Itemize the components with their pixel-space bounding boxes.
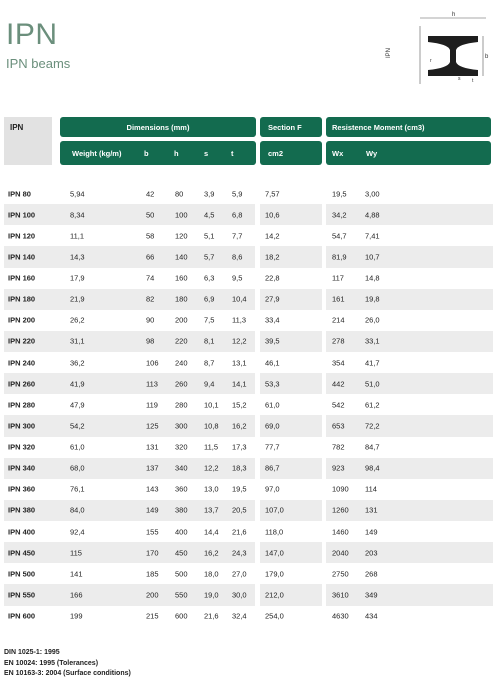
cell-size: IPN 260 xyxy=(8,379,36,389)
diagram-label-ipn: IPN xyxy=(386,47,392,58)
cell-s: 13,7 xyxy=(204,505,219,515)
cell-size: IPN 160 xyxy=(8,273,36,283)
cell-section: 86,7 xyxy=(265,463,280,473)
cell-t: 10,4 xyxy=(232,294,247,304)
cell-wx: 54,7 xyxy=(332,231,347,241)
cell-b: 113 xyxy=(146,379,158,389)
cell-h: 450 xyxy=(175,548,188,558)
cell-s: 14,4 xyxy=(204,527,219,537)
cell-weight: 141 xyxy=(70,569,83,579)
cell-h: 360 xyxy=(175,484,188,494)
cell-size: IPN 550 xyxy=(8,590,36,600)
cell-b: 215 xyxy=(146,611,159,621)
row-stripe xyxy=(326,584,493,605)
dimensions-subheader xyxy=(60,141,256,165)
cell-t: 13,1 xyxy=(232,358,247,368)
cell-h: 300 xyxy=(175,421,188,431)
cell-s: 10,8 xyxy=(204,421,219,431)
table-row xyxy=(4,606,493,627)
cell-t: 20,5 xyxy=(232,505,247,515)
cell-t: 15,2 xyxy=(232,400,247,410)
cell-weight: 41,9 xyxy=(70,379,85,389)
cell-size: IPN 360 xyxy=(8,484,36,494)
cell-h: 500 xyxy=(175,569,188,579)
cell-wx: 2040 xyxy=(332,548,349,558)
cell-size: IPN 340 xyxy=(8,463,36,473)
cell-size: IPN 300 xyxy=(8,421,36,431)
cell-t: 16,2 xyxy=(232,421,247,431)
cell-section: 254,0 xyxy=(265,611,284,621)
cell-wy: 26,0 xyxy=(365,315,380,325)
cell-section: 10,6 xyxy=(265,210,280,220)
table-row xyxy=(4,521,493,542)
cell-b: 90 xyxy=(146,315,155,325)
t-subheader: t xyxy=(231,148,234,158)
cell-s: 16,2 xyxy=(204,548,219,558)
table-row xyxy=(4,289,493,310)
row-stripe xyxy=(326,289,493,310)
cell-wx: 653 xyxy=(332,421,345,431)
cell-weight: 68,0 xyxy=(70,463,85,473)
cell-size: IPN 220 xyxy=(8,336,36,346)
cell-size: IPN 120 xyxy=(8,231,36,241)
cell-s: 13,0 xyxy=(204,484,219,494)
section-subheader: cm2 xyxy=(260,141,322,165)
cell-section: 61,0 xyxy=(265,400,280,410)
cell-weight: 8,34 xyxy=(70,210,85,220)
cell-s: 19,0 xyxy=(204,590,219,600)
cell-t: 6,8 xyxy=(232,210,243,220)
cell-t: 17,3 xyxy=(232,442,247,452)
cell-b: 143 xyxy=(146,484,159,494)
cell-s: 4,5 xyxy=(204,210,215,220)
cell-h: 160 xyxy=(175,273,188,283)
cell-size: IPN 140 xyxy=(8,252,36,262)
cell-wy: 33,1 xyxy=(365,336,380,346)
cell-wy: 98,4 xyxy=(365,463,380,473)
table-row xyxy=(4,204,493,225)
diagram-label-t: t xyxy=(472,78,474,84)
cell-b: 137 xyxy=(146,463,159,473)
cell-t: 11,3 xyxy=(232,315,247,325)
cell-size: IPN 600 xyxy=(8,611,36,621)
cell-s: 8,7 xyxy=(204,358,215,368)
h-subheader: h xyxy=(174,148,179,158)
cell-wy: 7,41 xyxy=(365,231,380,241)
footnote-en10163: EN 10163-3: 2004 (Surface conditions) xyxy=(4,670,131,677)
cell-weight: 76,1 xyxy=(70,484,85,494)
cell-s: 6,3 xyxy=(204,273,215,283)
table-row xyxy=(4,373,493,394)
cell-wx: 4630 xyxy=(332,611,349,621)
cell-wy: 114 xyxy=(365,484,377,494)
cell-size: IPN 450 xyxy=(8,548,36,558)
table-row xyxy=(4,352,493,373)
table-row xyxy=(4,225,493,246)
cell-t: 32,4 xyxy=(232,611,247,621)
cell-h: 340 xyxy=(175,463,188,473)
row-stripe xyxy=(326,373,493,394)
cell-wx: 442 xyxy=(332,379,345,389)
table-row xyxy=(4,563,493,584)
cell-section: 53,3 xyxy=(265,379,280,389)
table-row xyxy=(4,331,493,352)
cell-t: 9,5 xyxy=(232,273,243,283)
cell-weight: 115 xyxy=(70,548,82,558)
cell-b: 125 xyxy=(146,421,159,431)
cell-wx: 19,5 xyxy=(332,189,347,199)
table-row xyxy=(4,458,493,479)
cell-t: 12,2 xyxy=(232,336,247,346)
cell-b: 106 xyxy=(146,358,159,368)
table-row xyxy=(4,584,493,605)
moment-header: Resistence Moment (cm3) xyxy=(326,117,491,137)
footnotes xyxy=(4,648,131,680)
diagram-label-r: r xyxy=(430,58,432,64)
cell-wy: 14,8 xyxy=(365,273,380,283)
cell-wy: 41,7 xyxy=(365,358,380,368)
cell-wy: 10,7 xyxy=(365,252,380,262)
section-header: Section F xyxy=(260,117,322,137)
cell-s: 12,2 xyxy=(204,463,219,473)
table-row xyxy=(4,437,493,458)
row-stripe xyxy=(4,331,255,352)
table-row xyxy=(4,310,493,331)
page-subtitle: IPN beams xyxy=(6,56,71,71)
cell-wx: 782 xyxy=(332,442,345,452)
cell-wy: 203 xyxy=(365,548,378,558)
cell-section: 97,0 xyxy=(265,484,280,494)
row-stripe xyxy=(326,204,493,225)
cell-b: 66 xyxy=(146,252,155,262)
cell-h: 260 xyxy=(175,379,188,389)
cell-wy: 3,00 xyxy=(365,189,380,199)
cell-t: 30,0 xyxy=(232,590,247,600)
cell-section: 18,2 xyxy=(265,252,280,262)
cell-h: 180 xyxy=(175,294,188,304)
cell-wy: 268 xyxy=(365,569,378,579)
wx-subheader: Wx xyxy=(332,148,344,158)
cell-s: 8,1 xyxy=(204,336,215,346)
row-stripe xyxy=(326,331,493,352)
cell-section: 69,0 xyxy=(265,421,280,431)
cell-wy: 19,8 xyxy=(365,294,380,304)
cell-h: 320 xyxy=(175,442,188,452)
cell-s: 7,5 xyxy=(204,315,215,325)
cell-b: 200 xyxy=(146,590,159,600)
row-stripe xyxy=(326,415,493,436)
cell-weight: 84,0 xyxy=(70,505,85,515)
cell-b: 42 xyxy=(146,189,155,199)
row-stripe xyxy=(326,246,493,267)
cell-b: 58 xyxy=(146,231,155,241)
cell-h: 380 xyxy=(175,505,188,515)
cell-h: 220 xyxy=(175,336,188,346)
cell-b: 131 xyxy=(146,442,159,452)
cell-s: 21,6 xyxy=(204,611,219,621)
cell-wx: 1460 xyxy=(332,527,349,537)
cell-s: 5,1 xyxy=(204,231,215,241)
cell-wx: 2750 xyxy=(332,569,349,579)
ipn-beam-diagram xyxy=(380,6,492,84)
table-row xyxy=(4,268,493,289)
row-stripe xyxy=(4,289,255,310)
cell-wy: 4,88 xyxy=(365,210,380,220)
cell-s: 18,0 xyxy=(204,569,219,579)
cell-section: 77,7 xyxy=(265,442,280,452)
cell-t: 14,1 xyxy=(232,379,247,389)
cell-b: 74 xyxy=(146,273,155,283)
cell-wx: 923 xyxy=(332,463,345,473)
cell-wx: 542 xyxy=(332,400,345,410)
cell-wx: 161 xyxy=(332,294,345,304)
cell-s: 9,4 xyxy=(204,379,215,389)
cell-b: 155 xyxy=(146,527,159,537)
cell-weight: 31,1 xyxy=(70,336,85,346)
cell-s: 10,1 xyxy=(204,400,219,410)
cell-h: 200 xyxy=(175,315,188,325)
cell-weight: 5,94 xyxy=(70,189,85,199)
cell-weight: 26,2 xyxy=(70,315,85,325)
cell-s: 6,9 xyxy=(204,294,215,304)
cell-wy: 61,2 xyxy=(365,400,380,410)
page-title: IPN xyxy=(6,18,58,51)
footnote-en10024: EN 10024: 1995 (Tolerances) xyxy=(4,659,99,667)
moment-subheader xyxy=(326,141,491,165)
cell-h: 240 xyxy=(175,358,188,368)
cell-h: 600 xyxy=(175,611,188,621)
wy-subheader: Wy xyxy=(366,148,378,158)
cell-weight: 17,9 xyxy=(70,273,85,283)
cell-section: 22,8 xyxy=(265,273,280,283)
row-stripe xyxy=(326,500,493,521)
cell-section: 46,1 xyxy=(265,358,280,368)
cell-section: 27,9 xyxy=(265,294,280,304)
b-subheader: b xyxy=(144,148,149,158)
ipn-table-body xyxy=(4,183,493,627)
cell-h: 140 xyxy=(175,252,188,262)
cell-weight: 47,9 xyxy=(70,400,85,410)
cell-size: IPN 400 xyxy=(8,527,36,537)
cell-wx: 3610 xyxy=(332,590,349,600)
cell-wx: 214 xyxy=(332,315,345,325)
cell-wx: 81,9 xyxy=(332,252,347,262)
row-stripe xyxy=(4,373,255,394)
cell-size: IPN 180 xyxy=(8,294,36,304)
cell-size: IPN 100 xyxy=(8,210,36,220)
cell-t: 18,3 xyxy=(232,463,247,473)
cell-b: 185 xyxy=(146,569,159,579)
cell-t: 19,5 xyxy=(232,484,247,494)
cell-wy: 51,0 xyxy=(365,379,380,389)
cell-section: 118,0 xyxy=(265,527,284,537)
row-stripe xyxy=(326,458,493,479)
diagram-label-h: h xyxy=(452,12,456,18)
cell-wy: 131 xyxy=(365,505,378,515)
cell-weight: 92,4 xyxy=(70,527,85,537)
cell-wy: 434 xyxy=(365,611,378,621)
cell-t: 21,6 xyxy=(232,527,247,537)
table-row xyxy=(4,394,493,415)
cell-weight: 54,2 xyxy=(70,421,85,431)
cell-t: 27,0 xyxy=(232,569,247,579)
cell-weight: 21,9 xyxy=(70,294,85,304)
cell-wy: 349 xyxy=(365,590,378,600)
weight-subheader: Weight (kg/m) xyxy=(72,148,122,158)
cell-t: 5,9 xyxy=(232,189,243,199)
table-row xyxy=(4,246,493,267)
dimensions-header: Dimensions (mm) xyxy=(60,117,256,137)
cell-section: 33,4 xyxy=(265,315,280,325)
cell-b: 98 xyxy=(146,336,155,346)
cell-section: 7,57 xyxy=(265,189,280,199)
ipn-column-header: IPN xyxy=(4,117,52,165)
cell-wx: 278 xyxy=(332,336,345,346)
cell-wx: 117 xyxy=(332,273,344,283)
cell-weight: 199 xyxy=(70,611,83,621)
cell-h: 550 xyxy=(175,590,188,600)
cell-weight: 166 xyxy=(70,590,83,600)
cell-h: 400 xyxy=(175,527,188,537)
cell-size: IPN 500 xyxy=(8,569,36,579)
cell-section: 179,0 xyxy=(265,569,284,579)
table-row xyxy=(4,183,493,204)
cell-h: 120 xyxy=(175,231,188,241)
cell-b: 82 xyxy=(146,294,155,304)
cell-wy: 72,2 xyxy=(365,421,380,431)
cell-t: 8,6 xyxy=(232,252,243,262)
cell-size: IPN 380 xyxy=(8,505,36,515)
cell-wx: 1260 xyxy=(332,505,349,515)
cell-weight: 14,3 xyxy=(70,252,85,262)
cell-size: IPN 200 xyxy=(8,315,36,325)
table-row xyxy=(4,542,493,563)
cell-weight: 11,1 xyxy=(70,231,85,241)
cell-h: 280 xyxy=(175,400,188,410)
cell-size: IPN 80 xyxy=(8,189,31,199)
cell-h: 80 xyxy=(175,189,184,199)
cell-wy: 149 xyxy=(365,527,378,537)
cell-size: IPN 320 xyxy=(8,442,36,452)
table-row xyxy=(4,415,493,436)
diagram-label-b: b xyxy=(485,54,489,60)
cell-s: 3,9 xyxy=(204,189,215,199)
cell-weight: 61,0 xyxy=(70,442,85,452)
table-row xyxy=(4,479,493,500)
cell-b: 149 xyxy=(146,505,159,515)
cell-section: 14,2 xyxy=(265,231,280,241)
cell-size: IPN 280 xyxy=(8,400,36,410)
cell-h: 100 xyxy=(175,210,188,220)
cell-b: 170 xyxy=(146,548,159,558)
table-row xyxy=(4,500,493,521)
cell-section: 107,0 xyxy=(265,505,284,515)
cell-s: 11,5 xyxy=(204,442,219,452)
cell-section: 212,0 xyxy=(265,590,284,600)
cell-b: 119 xyxy=(146,400,158,410)
cell-t: 24,3 xyxy=(232,548,247,558)
row-stripe xyxy=(4,204,255,225)
cell-section: 147,0 xyxy=(265,548,284,558)
cell-wx: 1090 xyxy=(332,484,349,494)
cell-size: IPN 240 xyxy=(8,358,36,368)
cell-b: 50 xyxy=(146,210,155,220)
diagram-label-s: s xyxy=(458,76,461,82)
cell-section: 39,5 xyxy=(265,336,280,346)
s-subheader: s xyxy=(204,148,209,158)
cell-wy: 84,7 xyxy=(365,442,380,452)
row-stripe xyxy=(4,246,255,267)
row-stripe xyxy=(326,542,493,563)
cell-wx: 34,2 xyxy=(332,210,347,220)
cell-weight: 36,2 xyxy=(70,358,85,368)
cell-t: 7,7 xyxy=(232,231,243,241)
cell-wx: 354 xyxy=(332,358,345,368)
cell-s: 5,7 xyxy=(204,252,215,262)
footnote-din: DIN 1025-1: 1995 xyxy=(4,649,60,656)
